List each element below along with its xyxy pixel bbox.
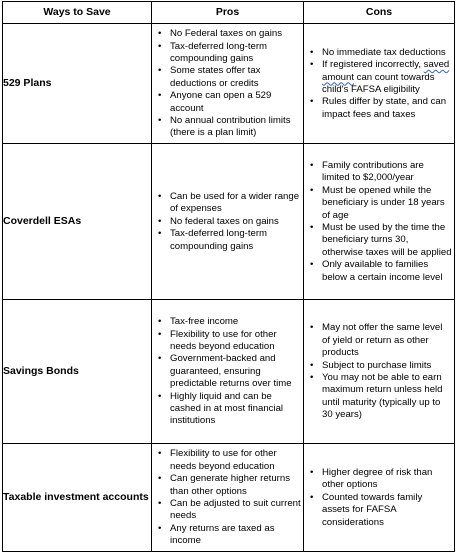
pros-item: • Flexibility to use for other needs beyond education (170, 448, 301, 473)
pros-list (152, 190, 303, 253)
pros-item: • Any returns are taxed as income (170, 523, 301, 548)
pros-cell (152, 300, 304, 444)
pros-item: • No federal taxes on gains (170, 216, 301, 228)
cons-item: • No immediate tax deductions (322, 47, 452, 59)
cons-item: • You may not be able to earn maximum return unless held until maturity (typically up to 30 years) (322, 372, 452, 422)
way-name: Savings Bonds (3, 300, 152, 444)
cons-item: • May not offer the same level of yield or return as other products (322, 322, 452, 359)
pros-item: • Government-backed and guaranteed, ensuring predictable returns over time (170, 353, 301, 390)
cons-list (304, 46, 454, 121)
cons-item: • Counted towards family assets for FAFSA considerations (322, 492, 452, 529)
pros-item: • Highly liquid and can be cashed in at most financial institutions (170, 391, 301, 428)
pros-list (152, 447, 303, 547)
pros-item: • Tax-deferred long-term compounding gains (170, 41, 301, 66)
header-cons: Cons (304, 2, 455, 24)
cons-item: • Family contributions are limited to $2,000/year (322, 160, 452, 185)
header-row (3, 2, 455, 24)
cons-item: • Higher degree of risk than other options (322, 467, 452, 492)
grammar-underlined-text: saved amount (322, 59, 450, 83)
pros-item: • Flexibility to use for other needs beyond education (170, 329, 301, 354)
pros-item: • Tax-free income (170, 316, 301, 328)
pros-item: • Can generate higher returns than other options (170, 473, 301, 498)
pros-item: • Some states offer tax deductions or credits (170, 65, 301, 90)
pros-cell (152, 144, 304, 300)
header-ways: Ways to Save (3, 2, 152, 24)
pros-item: • Can be used for a wider range of expenses (170, 191, 301, 216)
cons-item: • Rules differ by state, and can impact fees and taxes (322, 96, 452, 121)
pros-cell (152, 444, 304, 552)
row-529-plans (3, 24, 455, 144)
way-name: Coverdell ESAs (3, 144, 152, 300)
savings-comparison-table (2, 1, 455, 552)
cons-list (304, 466, 454, 529)
cons-item: • Must be used by the time the beneficiary turns 30, otherwise taxes will be applied (322, 222, 452, 259)
cons-text: can count towards child's FAFSA eligibility (322, 71, 435, 95)
cons-cell (304, 300, 455, 444)
cons-cell (304, 24, 455, 144)
cons-text: If registered incorrectly, (322, 59, 424, 71)
cons-item (322, 59, 452, 96)
cons-list (304, 159, 454, 284)
row-savings-bonds (3, 300, 455, 444)
cons-cell (304, 144, 455, 300)
pros-cell (152, 24, 304, 144)
way-name: Taxable investment accounts (3, 444, 152, 552)
pros-list (152, 315, 303, 428)
pros-list (152, 27, 303, 140)
pros-item: • Can be adjusted to suit current needs (170, 498, 301, 523)
pros-item: • Anyone can open a 529 account (170, 90, 301, 115)
row-taxable-investment-accounts (3, 444, 455, 552)
pros-item: • No annual contribution limits (there is a plan limit) (170, 115, 301, 140)
cons-item: • Must be opened while the beneficiary is under 18 years of age (322, 185, 452, 222)
cons-item: • Only available to families below a certain income level (322, 259, 452, 284)
cons-list (304, 321, 454, 421)
pros-item: • Tax-deferred long-term compounding gains (170, 228, 301, 253)
row-coverdell-esas (3, 144, 455, 300)
pros-item: • No Federal taxes on gains (170, 28, 301, 40)
cons-cell (304, 444, 455, 552)
header-pros: Pros (152, 2, 304, 24)
way-name: 529 Plans (3, 24, 152, 144)
cons-item: • Subject to purchase limits (322, 360, 452, 372)
